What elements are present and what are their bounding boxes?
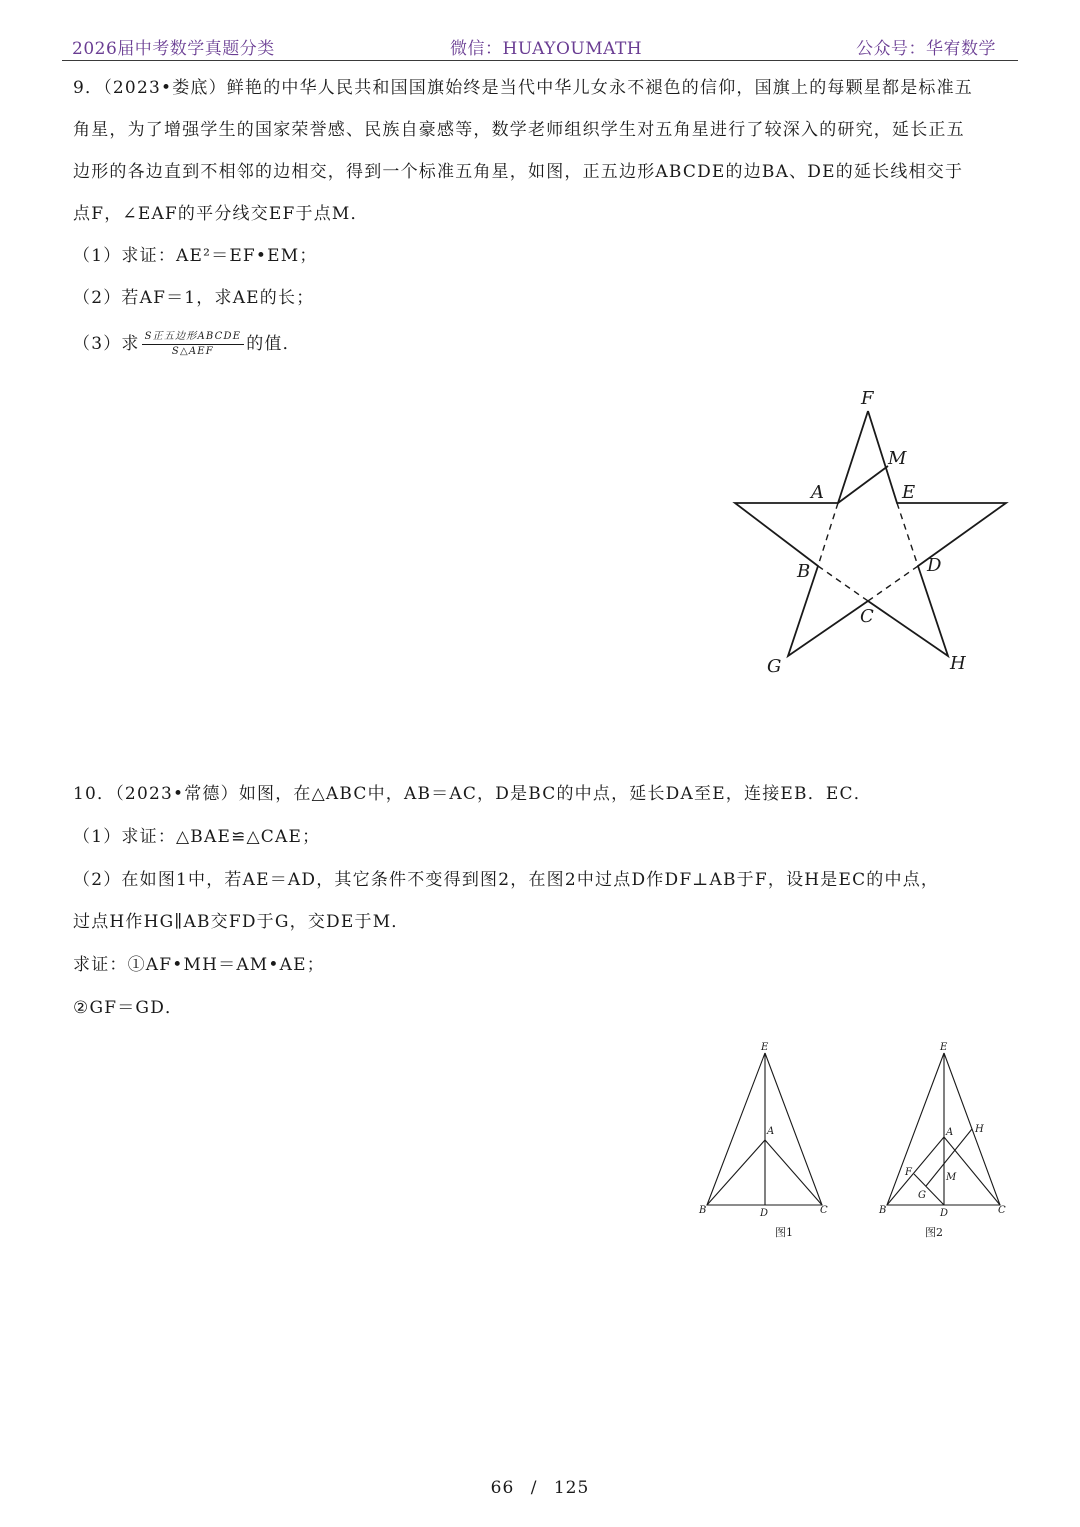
fig1-label-C: C [820, 1205, 828, 1216]
fraction-denominator: S△AEF [171, 346, 214, 357]
fig2-label-H: H [975, 1124, 984, 1135]
header-account: 公众号：华宥数学 [856, 39, 996, 59]
fig2-label-G: G [918, 1190, 926, 1201]
q9-line-2: 角星，为了增强学生的国家荣誉感、民族自豪感等，数学老师组织学生对五角星进行了较深入的研究，延长正五 [73, 120, 965, 140]
fig2-AC [944, 1137, 1000, 1205]
label-M: M [888, 448, 907, 469]
q9-part-1: （1）求证：AE²＝EF•EM； [73, 246, 318, 266]
q9-part-2: （2）若AF＝1，求AE的长； [73, 288, 315, 308]
q9-part-3-prefix: （3）求 [73, 334, 140, 354]
fig2-label-E: E [940, 1042, 948, 1053]
fig2-label-C: C [998, 1205, 1006, 1216]
fig1-caption: 图1 [775, 1226, 793, 1239]
figure-1 [707, 1053, 822, 1205]
label-H: H [950, 653, 966, 674]
q9-line-1: 9．（2023•娄底）鲜艳的中华人民共和国国旗始终是当代中华儿女永不褪色的信仰，国旗上的每颗星都是标准五 [73, 78, 974, 98]
page-footer [0, 1478, 1080, 1498]
q10-proof-2: ②GF＝GD． [73, 998, 184, 1018]
page-number: 66 [490, 1478, 515, 1498]
label-A: A [811, 482, 824, 503]
fig2-caption: 图2 [925, 1226, 943, 1239]
segment-AM [838, 466, 888, 503]
label-B: B [797, 561, 811, 582]
page-header [62, 30, 1018, 61]
header-wechat: 微信：HUAYOUMATH [450, 39, 643, 59]
q9-part-3 [73, 330, 301, 359]
triangle-figures [690, 1035, 1020, 1250]
q9-part-3-suffix: 的值． [246, 334, 301, 354]
fig2-label-B: B [879, 1205, 887, 1216]
q10-line-1: 10．（2023•常德）如图，在△ABC中，AB＝AC，D是BC的中点，延长DA至E，连接EB．EC． [73, 784, 872, 804]
q10-proof-1: 求证：①AF•MH＝AM•AE； [73, 955, 325, 975]
label-C: C [860, 606, 874, 627]
dashed-CD [868, 566, 918, 601]
dashed-AB [818, 503, 838, 566]
dashed-ED [897, 503, 918, 566]
fig1-AB [707, 1140, 765, 1205]
label-F: F [861, 388, 874, 409]
fig2-label-F: F [905, 1167, 912, 1178]
fig2-label-A: A [946, 1127, 954, 1138]
fig1-label-A: A [767, 1126, 775, 1137]
label-E: E [902, 482, 916, 503]
page-separator: / [530, 1478, 538, 1498]
label-G: G [767, 656, 782, 677]
q10-part-1: （1）求证：△BAE≌△CAE； [73, 827, 321, 847]
label-D: D [927, 555, 942, 576]
dashed-BC [818, 566, 868, 601]
fig2-AB [887, 1137, 944, 1205]
fraction-numerator: S正五边形ABCDE [142, 330, 245, 345]
q10-part-2b: 过点H作HG∥AB交FD于G，交DE于M． [73, 912, 410, 932]
fig1-label-B: B [699, 1205, 707, 1216]
q10-part-2a: （2）在如图1中，若AE＝AD，其它条件不变得到图2，在图2中过点D作DF⊥AB于F，设H是EC的中点， [73, 870, 940, 890]
fig2-label-M: M [946, 1172, 957, 1183]
star-figure [720, 380, 1020, 690]
q9-line-4: 点F，∠EAF的平分线交EF于点M． [73, 204, 369, 224]
page-total: 125 [553, 1478, 590, 1498]
fig1-label-E: E [761, 1042, 769, 1053]
q9-line-3: 边形的各边直到不相邻的边相交，得到一个标准五角星，如图，正五边形ABCDE的边BA、DE的延长线相交于 [73, 162, 964, 182]
fig1-label-D: D [760, 1208, 769, 1219]
area-ratio-fraction [142, 330, 245, 359]
fig1-AC [765, 1140, 822, 1205]
fig2-label-D: D [940, 1208, 949, 1219]
header-title: 2026届中考数学真题分类 [72, 39, 275, 59]
